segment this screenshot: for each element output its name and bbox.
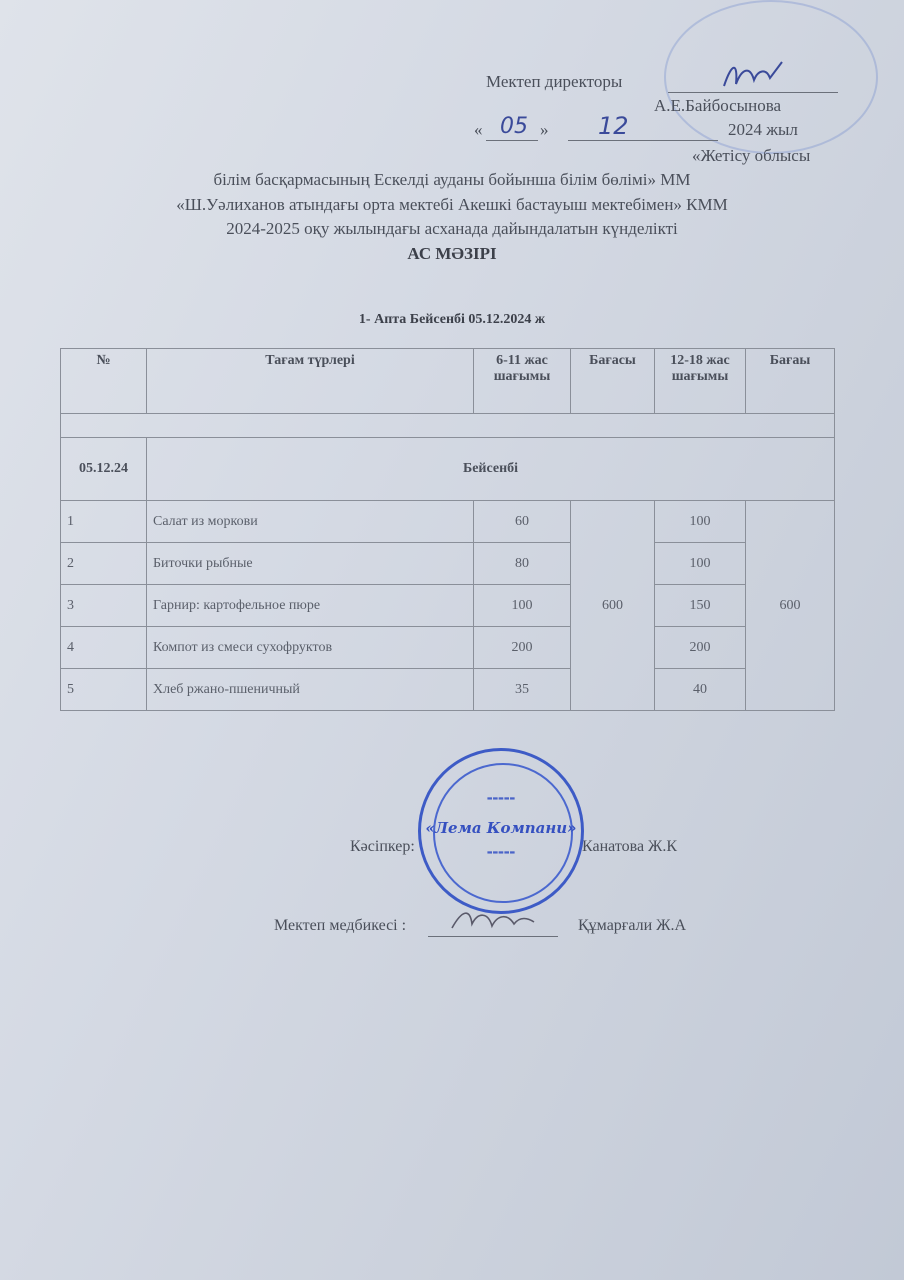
entrepreneur-name: Канатова Ж.К xyxy=(582,838,678,855)
row-dish: Салат из моркови xyxy=(147,501,474,543)
week-label: 1- Апта Бейсенбі 05.12.2024 ж xyxy=(358,312,546,327)
director-name: А.Е.Байбосынова xyxy=(654,96,782,115)
row-number: 3 xyxy=(61,585,147,627)
table-row xyxy=(61,501,835,543)
row-number: 5 xyxy=(61,669,147,711)
col-header-dish: Тағам түрлері xyxy=(147,349,474,414)
row-dish: Хлеб ржано-пшеничный xyxy=(147,669,474,711)
seal-small-text-top: ▬▬▬▬▬ xyxy=(486,795,516,802)
nurse-signature xyxy=(448,902,538,943)
table-row xyxy=(61,669,835,711)
col-header-junior-portion: 6-11 жас шағымы xyxy=(474,349,571,414)
row-number: 2 xyxy=(61,543,147,585)
row-junior-portion: 80 xyxy=(474,543,571,585)
month-line xyxy=(568,140,718,141)
col-header-junior-price: Бағасы xyxy=(571,349,655,414)
director-signature xyxy=(720,58,790,101)
col-header-senior-price: Бағаы xyxy=(746,349,835,414)
row-senior-portion: 100 xyxy=(655,543,746,585)
year-label: 2024 жыл xyxy=(728,120,798,139)
col-header-number: № xyxy=(61,349,147,414)
row-dish: Гарнир: картофельное пюре xyxy=(147,585,474,627)
month-handwritten: 12 xyxy=(598,112,629,140)
row-number: 4 xyxy=(61,627,147,669)
company-seal xyxy=(418,748,584,914)
row-dish: Компот из смеси сухофруктов xyxy=(147,627,474,669)
seal-small-text-bottom: ▬▬▬▬▬ xyxy=(486,849,516,856)
page-title: АС МӘЗІРІ xyxy=(407,244,497,263)
seal-name: «Лема Компани» xyxy=(425,819,577,837)
day-date: 05.12.24 xyxy=(61,438,147,501)
entrepreneur-label: Кәсіпкер: xyxy=(350,838,415,855)
menu-table xyxy=(60,348,835,711)
day-line xyxy=(486,140,538,141)
day-handwritten: 05 xyxy=(500,114,528,139)
row-junior-portion: 35 xyxy=(474,669,571,711)
row-senior-portion: 150 xyxy=(655,585,746,627)
row-senior-portion: 100 xyxy=(655,501,746,543)
row-number: 1 xyxy=(61,501,147,543)
row-junior-portion: 60 xyxy=(474,501,571,543)
row-senior-portion: 40 xyxy=(655,669,746,711)
row-dish: Биточки рыбные xyxy=(147,543,474,585)
table-header-row xyxy=(61,349,835,414)
header-line-2: білім басқармасының Ескелді ауданы бойынша білім бөлімі» ММ xyxy=(213,170,691,189)
row-senior-portion: 200 xyxy=(655,627,746,669)
date-quote-open: « xyxy=(474,120,483,139)
row-junior-portion: 100 xyxy=(474,585,571,627)
header-line-3: «Ш.Уәлиханов атындағы орта мектебі Акешкі бастауыш мектебімен» КММ xyxy=(176,195,728,214)
nurse-name: Құмарғали Ж.А xyxy=(578,917,687,934)
junior-price: 600 xyxy=(571,501,655,711)
table-row xyxy=(61,627,835,669)
spacer-cell xyxy=(61,414,835,438)
nurse-label: Мектеп медбикесі : xyxy=(274,917,407,934)
table-row xyxy=(61,585,835,627)
header-line-1: «Жетісу облысы xyxy=(692,146,811,165)
date-quote-close: » xyxy=(540,120,549,139)
day-row xyxy=(61,438,835,501)
header-line-4: 2024-2025 оқу жылындағы асханада дайындалатын күнделікті xyxy=(226,219,678,238)
row-junior-portion: 200 xyxy=(474,627,571,669)
table-row xyxy=(61,543,835,585)
col-header-senior-portion: 12-18 жас шағымы xyxy=(655,349,746,414)
senior-price: 600 xyxy=(746,501,835,711)
director-title: Мектеп директоры xyxy=(486,72,623,91)
day-name: Бейсенбі xyxy=(147,438,835,501)
spacer-row xyxy=(61,414,835,438)
